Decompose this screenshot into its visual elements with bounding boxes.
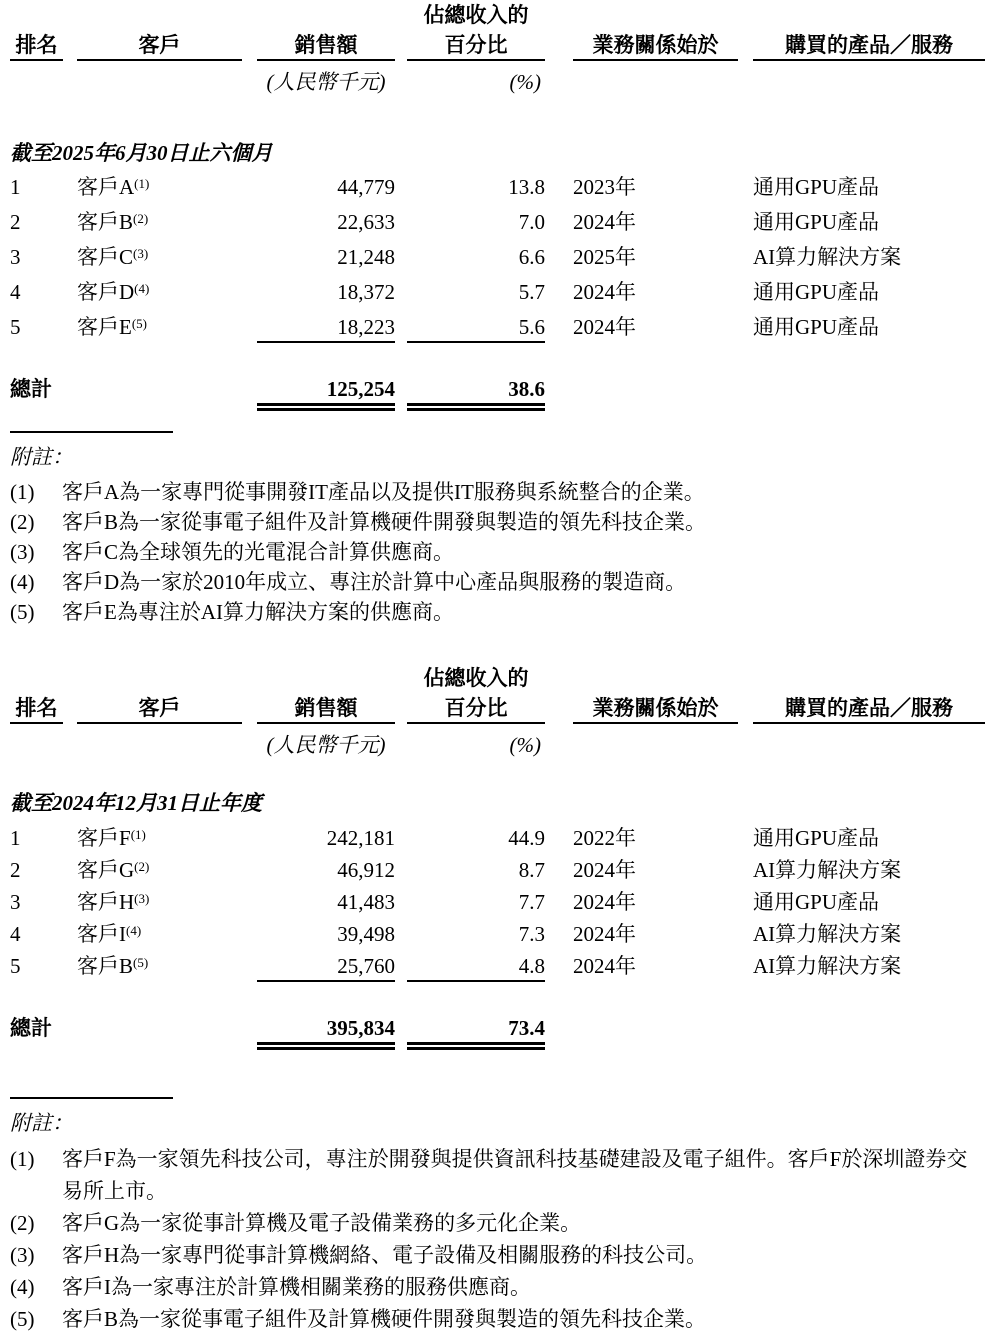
footnote-ref: (2) xyxy=(133,211,149,226)
table-row xyxy=(10,317,985,343)
rank-cell: 5 xyxy=(10,315,21,339)
customer-name: 客戶A xyxy=(77,175,135,199)
spacer xyxy=(10,5,407,26)
since-cell: 2024年 xyxy=(573,890,636,914)
note-marker: (3) xyxy=(10,1243,35,1267)
col-header-rank: 排名 xyxy=(10,35,63,61)
customer-name: 客戶B xyxy=(77,954,134,978)
note-item xyxy=(10,537,985,567)
customer-cell xyxy=(77,282,257,303)
notes-label: 附註： xyxy=(10,1111,73,1135)
sales-cell: 39,498 xyxy=(337,922,395,946)
rank-cell: 4 xyxy=(10,922,21,946)
footnote-ref: (5) xyxy=(133,955,149,970)
pct-cell: 7.0 xyxy=(518,210,545,234)
col-header-pct-line1: 佔總收入的 xyxy=(423,666,529,690)
table-row xyxy=(10,956,985,982)
since-cell: 2024年 xyxy=(573,922,636,946)
pct-unit-label: (%) xyxy=(509,70,541,94)
col-header-products: 購買的產品／服務 xyxy=(753,698,985,724)
note-marker: (5) xyxy=(10,1307,35,1331)
customer-cell xyxy=(77,828,257,849)
note-marker: (4) xyxy=(10,1275,35,1299)
product-cell: AI算力解決方案 xyxy=(753,922,902,946)
rank-cell: 3 xyxy=(10,245,21,269)
note-item xyxy=(10,1207,985,1239)
table-row xyxy=(10,892,985,913)
note-marker: (3) xyxy=(10,540,35,564)
period-title: 截至2024年12月31日止年度 xyxy=(10,791,262,815)
table-row xyxy=(10,212,985,233)
note-item xyxy=(10,1239,985,1271)
since-cell: 2022年 xyxy=(573,826,636,850)
total-row xyxy=(10,1018,985,1050)
note-marker: (1) xyxy=(10,1147,35,1171)
footnote-ref: (5) xyxy=(131,316,147,331)
note-text: 客戶C為全球領先的光電混合計算供應商。 xyxy=(62,540,455,564)
note-item xyxy=(10,1271,985,1303)
top-customers-table-h1-2025 xyxy=(0,0,1000,627)
note-text: 客戶I為一家專注於計算機相關業務的服務供應商。 xyxy=(62,1275,531,1299)
table-row xyxy=(10,828,985,849)
customer-name: 客戶G xyxy=(77,858,135,882)
product-cell: 通用GPU產品 xyxy=(753,890,880,914)
footnote-ref: (3) xyxy=(133,246,149,261)
total-sales-value: 395,834 xyxy=(257,1018,395,1050)
sales-cell: 22,633 xyxy=(337,210,395,234)
sales-cell: 242,181 xyxy=(326,826,395,850)
customer-cell xyxy=(77,892,257,913)
note-item xyxy=(10,477,985,507)
customer-cell xyxy=(77,956,257,977)
unit-row xyxy=(10,735,985,756)
rank-cell: 1 xyxy=(10,826,21,850)
since-cell: 2024年 xyxy=(573,315,636,339)
notes-divider-rule xyxy=(10,1097,173,1099)
rank-cell: 4 xyxy=(10,280,21,304)
pct-cell: 5.6 xyxy=(407,317,545,343)
customer-name: 客戶F xyxy=(77,826,131,850)
header-over-row xyxy=(10,0,985,26)
notes-label: 附註： xyxy=(10,445,73,469)
table-row xyxy=(10,247,985,268)
note-item xyxy=(10,1143,985,1207)
sales-cell: 44,779 xyxy=(337,175,395,199)
total-pct-value: 73.4 xyxy=(407,1018,545,1050)
product-cell: AI算力解決方案 xyxy=(753,245,902,269)
unit-row xyxy=(10,72,985,93)
col-header-pct-line2: 百分比 xyxy=(407,35,545,61)
col-header-customer: 客戶 xyxy=(77,698,242,724)
notes-list xyxy=(10,1143,985,1335)
product-cell: AI算力解決方案 xyxy=(753,954,902,978)
sales-cell: 46,912 xyxy=(337,858,395,882)
note-text: 客戶D為一家於2010年成立、專注於計算中心產品與服務的製造商。 xyxy=(62,570,687,594)
col-header-relation-since: 業務關係始於 xyxy=(573,35,738,61)
total-pct-value: 38.6 xyxy=(407,379,545,411)
since-cell: 2024年 xyxy=(573,280,636,304)
note-marker: (1) xyxy=(10,480,35,504)
since-cell: 2023年 xyxy=(573,175,636,199)
table-body xyxy=(10,177,985,343)
col-header-relation-since: 業務關係始於 xyxy=(573,698,738,724)
customer-name: 客戶B xyxy=(77,210,134,234)
sales-cell: 25,760 xyxy=(257,956,395,982)
table-row xyxy=(10,282,985,303)
note-text: 客戶F為一家領先科技公司，專注於開發與提供資訊科技基礎建設及電子組件。客戶F於深圳證券交易所上市。 xyxy=(62,1147,968,1203)
note-marker: (4) xyxy=(10,570,35,594)
sales-unit-label: (人民幣千元) xyxy=(266,733,386,757)
col-header-pct-line1: 佔總收入的 xyxy=(423,3,529,27)
total-sales-value: 125,254 xyxy=(257,379,395,411)
footnote-ref: (2) xyxy=(134,859,150,874)
note-text: 客戶H為一家專門從事計算機網絡、電子設備及相關服務的科技公司。 xyxy=(62,1243,708,1267)
col-header-products: 購買的產品／服務 xyxy=(753,35,985,61)
total-label: 總計 xyxy=(10,1016,52,1040)
notes-divider-rule xyxy=(10,431,173,433)
rank-cell: 3 xyxy=(10,890,21,914)
product-cell: 通用GPU產品 xyxy=(753,175,880,199)
since-cell: 2024年 xyxy=(573,954,636,978)
sales-cell: 21,248 xyxy=(337,245,395,269)
note-item xyxy=(10,597,985,627)
note-text: 客戶A為一家專門從事開發IT產品以及提供IT服務與系統整合的企業。 xyxy=(62,480,705,504)
table-row xyxy=(10,924,985,945)
since-cell: 2024年 xyxy=(573,210,636,234)
customer-cell xyxy=(77,247,257,268)
note-item xyxy=(10,567,985,597)
note-text: 客戶G為一家從事計算機及電子設備業務的多元化企業。 xyxy=(62,1211,582,1235)
table-row xyxy=(10,860,985,881)
note-marker: (5) xyxy=(10,600,35,624)
customer-cell xyxy=(77,317,257,338)
product-cell: 通用GPU產品 xyxy=(753,315,880,339)
footnote-ref: (3) xyxy=(134,891,150,906)
top-customers-table-fy-2024 xyxy=(0,663,1000,1335)
col-header-sales: 銷售額 xyxy=(257,698,395,724)
rank-cell: 5 xyxy=(10,954,21,978)
footnote-ref: (1) xyxy=(130,827,146,842)
spacer xyxy=(10,72,257,93)
note-text: 客戶B為一家從事電子組件及計算機硬件開發與製造的領先科技企業。 xyxy=(62,510,707,534)
total-row xyxy=(10,379,985,411)
notes-list xyxy=(10,477,985,627)
sales-unit-label: (人民幣千元) xyxy=(266,70,386,94)
since-cell: 2025年 xyxy=(573,245,636,269)
column-header-row xyxy=(10,698,985,724)
customer-name: 客戶C xyxy=(77,245,134,269)
rank-cell: 2 xyxy=(10,858,21,882)
customer-name: 客戶E xyxy=(77,315,132,339)
pct-cell: 44.9 xyxy=(508,826,545,850)
product-cell: 通用GPU產品 xyxy=(753,826,880,850)
col-header-sales: 銷售額 xyxy=(257,35,395,61)
spacer xyxy=(10,735,257,756)
column-header-row xyxy=(10,35,985,61)
total-label: 總計 xyxy=(10,377,52,401)
header-over-row xyxy=(10,663,985,689)
note-marker: (2) xyxy=(10,510,35,534)
product-cell: AI算力解決方案 xyxy=(753,858,902,882)
pct-cell: 5.7 xyxy=(518,280,545,304)
since-cell: 2024年 xyxy=(573,858,636,882)
note-item xyxy=(10,1303,985,1335)
pct-unit-label: (%) xyxy=(509,733,541,757)
sales-cell: 18,223 xyxy=(257,317,395,343)
note-text: 客戶E為專注於AI算力解決方案的供應商。 xyxy=(62,600,454,624)
period-title: 截至2025年6月30日止六個月 xyxy=(10,141,273,165)
pct-cell: 7.7 xyxy=(518,890,545,914)
pct-cell: 7.3 xyxy=(518,922,545,946)
customer-name: 客戶I xyxy=(77,922,126,946)
col-header-pct-line2: 百分比 xyxy=(407,698,545,724)
product-cell: 通用GPU產品 xyxy=(753,280,880,304)
rank-cell: 2 xyxy=(10,210,21,234)
table-row xyxy=(10,177,985,198)
footnote-ref: (4) xyxy=(126,923,142,938)
customer-cell xyxy=(77,212,257,233)
pct-cell: 13.8 xyxy=(508,175,545,199)
col-header-customer: 客戶 xyxy=(77,35,242,61)
footnote-ref: (1) xyxy=(134,176,150,191)
pct-cell: 4.8 xyxy=(407,956,545,982)
note-item xyxy=(10,507,985,537)
sales-cell: 18,372 xyxy=(337,280,395,304)
sales-cell: 41,483 xyxy=(337,890,395,914)
footnote-ref: (4) xyxy=(134,281,150,296)
customer-name: 客戶D xyxy=(77,280,135,304)
table-body xyxy=(10,828,985,982)
col-header-rank: 排名 xyxy=(10,698,63,724)
pct-cell: 8.7 xyxy=(518,858,545,882)
customer-name: 客戶H xyxy=(77,890,135,914)
rank-cell: 1 xyxy=(10,175,21,199)
customer-cell xyxy=(77,860,257,881)
note-marker: (2) xyxy=(10,1211,35,1235)
note-text: 客戶B為一家從事電子組件及計算機硬件開發與製造的領先科技企業。 xyxy=(62,1307,707,1331)
pct-cell: 6.6 xyxy=(518,245,545,269)
product-cell: 通用GPU產品 xyxy=(753,210,880,234)
customer-cell xyxy=(77,924,257,945)
spacer xyxy=(10,668,407,689)
customer-cell xyxy=(77,177,257,198)
